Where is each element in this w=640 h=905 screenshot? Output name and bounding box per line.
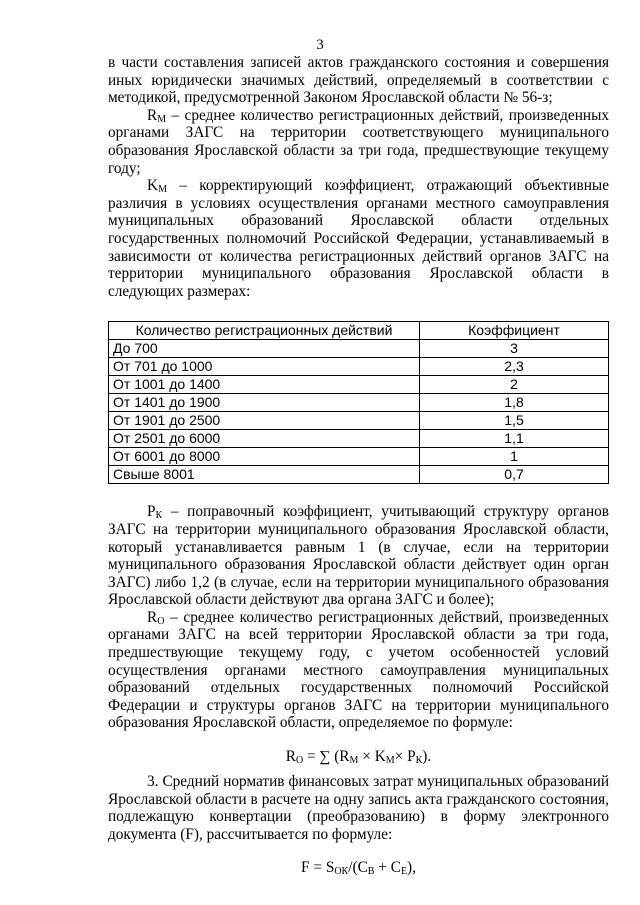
table-row (109, 358, 609, 376)
paragraph-km-definition (108, 177, 609, 300)
coefficient-table (108, 321, 609, 484)
subscript-o: О (295, 755, 304, 767)
table-row (109, 466, 609, 484)
cell-coefficient: 1,8 (420, 394, 609, 412)
symbol-r: R (147, 106, 158, 124)
subscript-m: М (157, 113, 167, 125)
cell-coefficient: 1 (420, 448, 609, 466)
paragraph-pk-definition (108, 503, 609, 609)
rm-definition-text: – среднее количество регистрационных действий, произведенных органами ЗАГС на территории соответствующего муниципального образования Ярославской области за три года, предшествующие текущему году; (108, 106, 609, 177)
subscript-m: М (158, 184, 167, 196)
cell-count: От 1901 до 2500 (109, 412, 420, 430)
ro-definition-text: – среднее количество регистрационных действий, произведенных органами ЗАГС на всей территории Ярославской области за три года, предшествующие текущему году, с учетом особенностей условий осуществления органами местного самоуправления муниципальных образований отдельных государственных полномочий Российской Федерации и структуры органов ЗАГС на территории муниципального образования Ярославской области, определяемое по формуле: (108, 608, 609, 732)
subscript-v: В (367, 866, 375, 878)
table-row (109, 340, 609, 358)
cell-count: От 1401 до 1900 (109, 394, 420, 412)
cell-count: От 2501 до 6000 (109, 430, 420, 448)
cell-coefficient: 1,1 (420, 430, 609, 448)
cell-count: От 6001 до 8000 (109, 448, 420, 466)
cell-count: Свыше 8001 (109, 466, 420, 484)
formula-plus-c: + C (374, 859, 401, 877)
subscript-m: М (385, 755, 395, 767)
subscript-k: К (155, 510, 163, 522)
paragraph-ro-definition (108, 609, 609, 732)
table-header-row (109, 322, 609, 340)
document-body (108, 54, 609, 877)
page-number: 3 (316, 37, 324, 53)
subscript-e: Е (400, 866, 408, 878)
cell-coefficient: 2 (420, 376, 609, 394)
symbol-p: P (147, 503, 156, 521)
km-definition-text: – корректирующий коэффициент, отражающий объективные различия в условиях осуществления органами местного самоуправления муниципальных образований Ярославской области отдельных государственных полномочий Российской Федерации, устанавливаемый в зависимости от количества регистрационных действий органов ЗАГС на территории муниципального образования Ярославской области в следующих размерах: (108, 177, 609, 300)
subscript-o: О (157, 615, 165, 627)
cell-count: От 701 до 1000 (109, 358, 420, 376)
cell-count: От 1001 до 1400 (109, 376, 420, 394)
formula-ro-lhs: R (285, 748, 296, 766)
cell-coefficient: 0,7 (420, 466, 609, 484)
table-row (109, 394, 609, 412)
cell-coefficient: 3 (420, 340, 609, 358)
paragraph-rm-definition (108, 107, 609, 177)
subscript-m: М (349, 755, 359, 767)
formula-divide-c: /(C (348, 859, 368, 877)
formula-f (108, 859, 609, 877)
column-header-count: Количество регистрационных действий (109, 322, 420, 340)
formula-ro (108, 748, 609, 766)
table-row (109, 412, 609, 430)
symbol-r: R (147, 608, 158, 626)
formula-close: ), (407, 859, 416, 877)
formula-f-lhs: F = S (301, 859, 335, 877)
table-row (109, 430, 609, 448)
table-row (109, 448, 609, 466)
column-header-coefficient: Коэффициент (420, 322, 609, 340)
paragraph-section-3: 3. Средний норматив финансовых затрат муниципальных образований Ярославской области в расчете на одну запись акта гражданского состояния, подлежащую конвертации (преобразованию) в форму электронного документа (F), рассчитывается по формуле: (108, 773, 609, 843)
pk-definition-text: – поправочный коэффициент, учитывающий структуру органов ЗАГС на территории муниципального образования Ярославской области, который устанавливается равным 1 (в случае, если на территории муниципального образования Ярославской области действует один орган ЗАГС) либо 1,2 (в случае, если на территории муниципального образования Ярославской области действуют два органа ЗАГС и более); (108, 503, 609, 609)
subscript-k: К (415, 755, 423, 767)
formula-close: ). (422, 748, 432, 766)
paragraph-intro: в части составления записей актов гражданского состояния и совершения иных юридически значимых действий, определяемый в соответствии с методикой, предусмотренной Законом Ярославской области № 56-з; (108, 54, 609, 107)
symbol-k: K (147, 177, 159, 195)
subscript-ok: ОК (334, 866, 349, 878)
formula-sum: = ∑ (R (303, 748, 350, 766)
formula-times-k: × K (358, 748, 386, 766)
cell-count: До 700 (109, 340, 420, 358)
cell-coefficient: 2,3 (420, 358, 609, 376)
formula-times-p: × P (394, 748, 416, 766)
cell-coefficient: 1,5 (420, 412, 609, 430)
table-row (109, 376, 609, 394)
